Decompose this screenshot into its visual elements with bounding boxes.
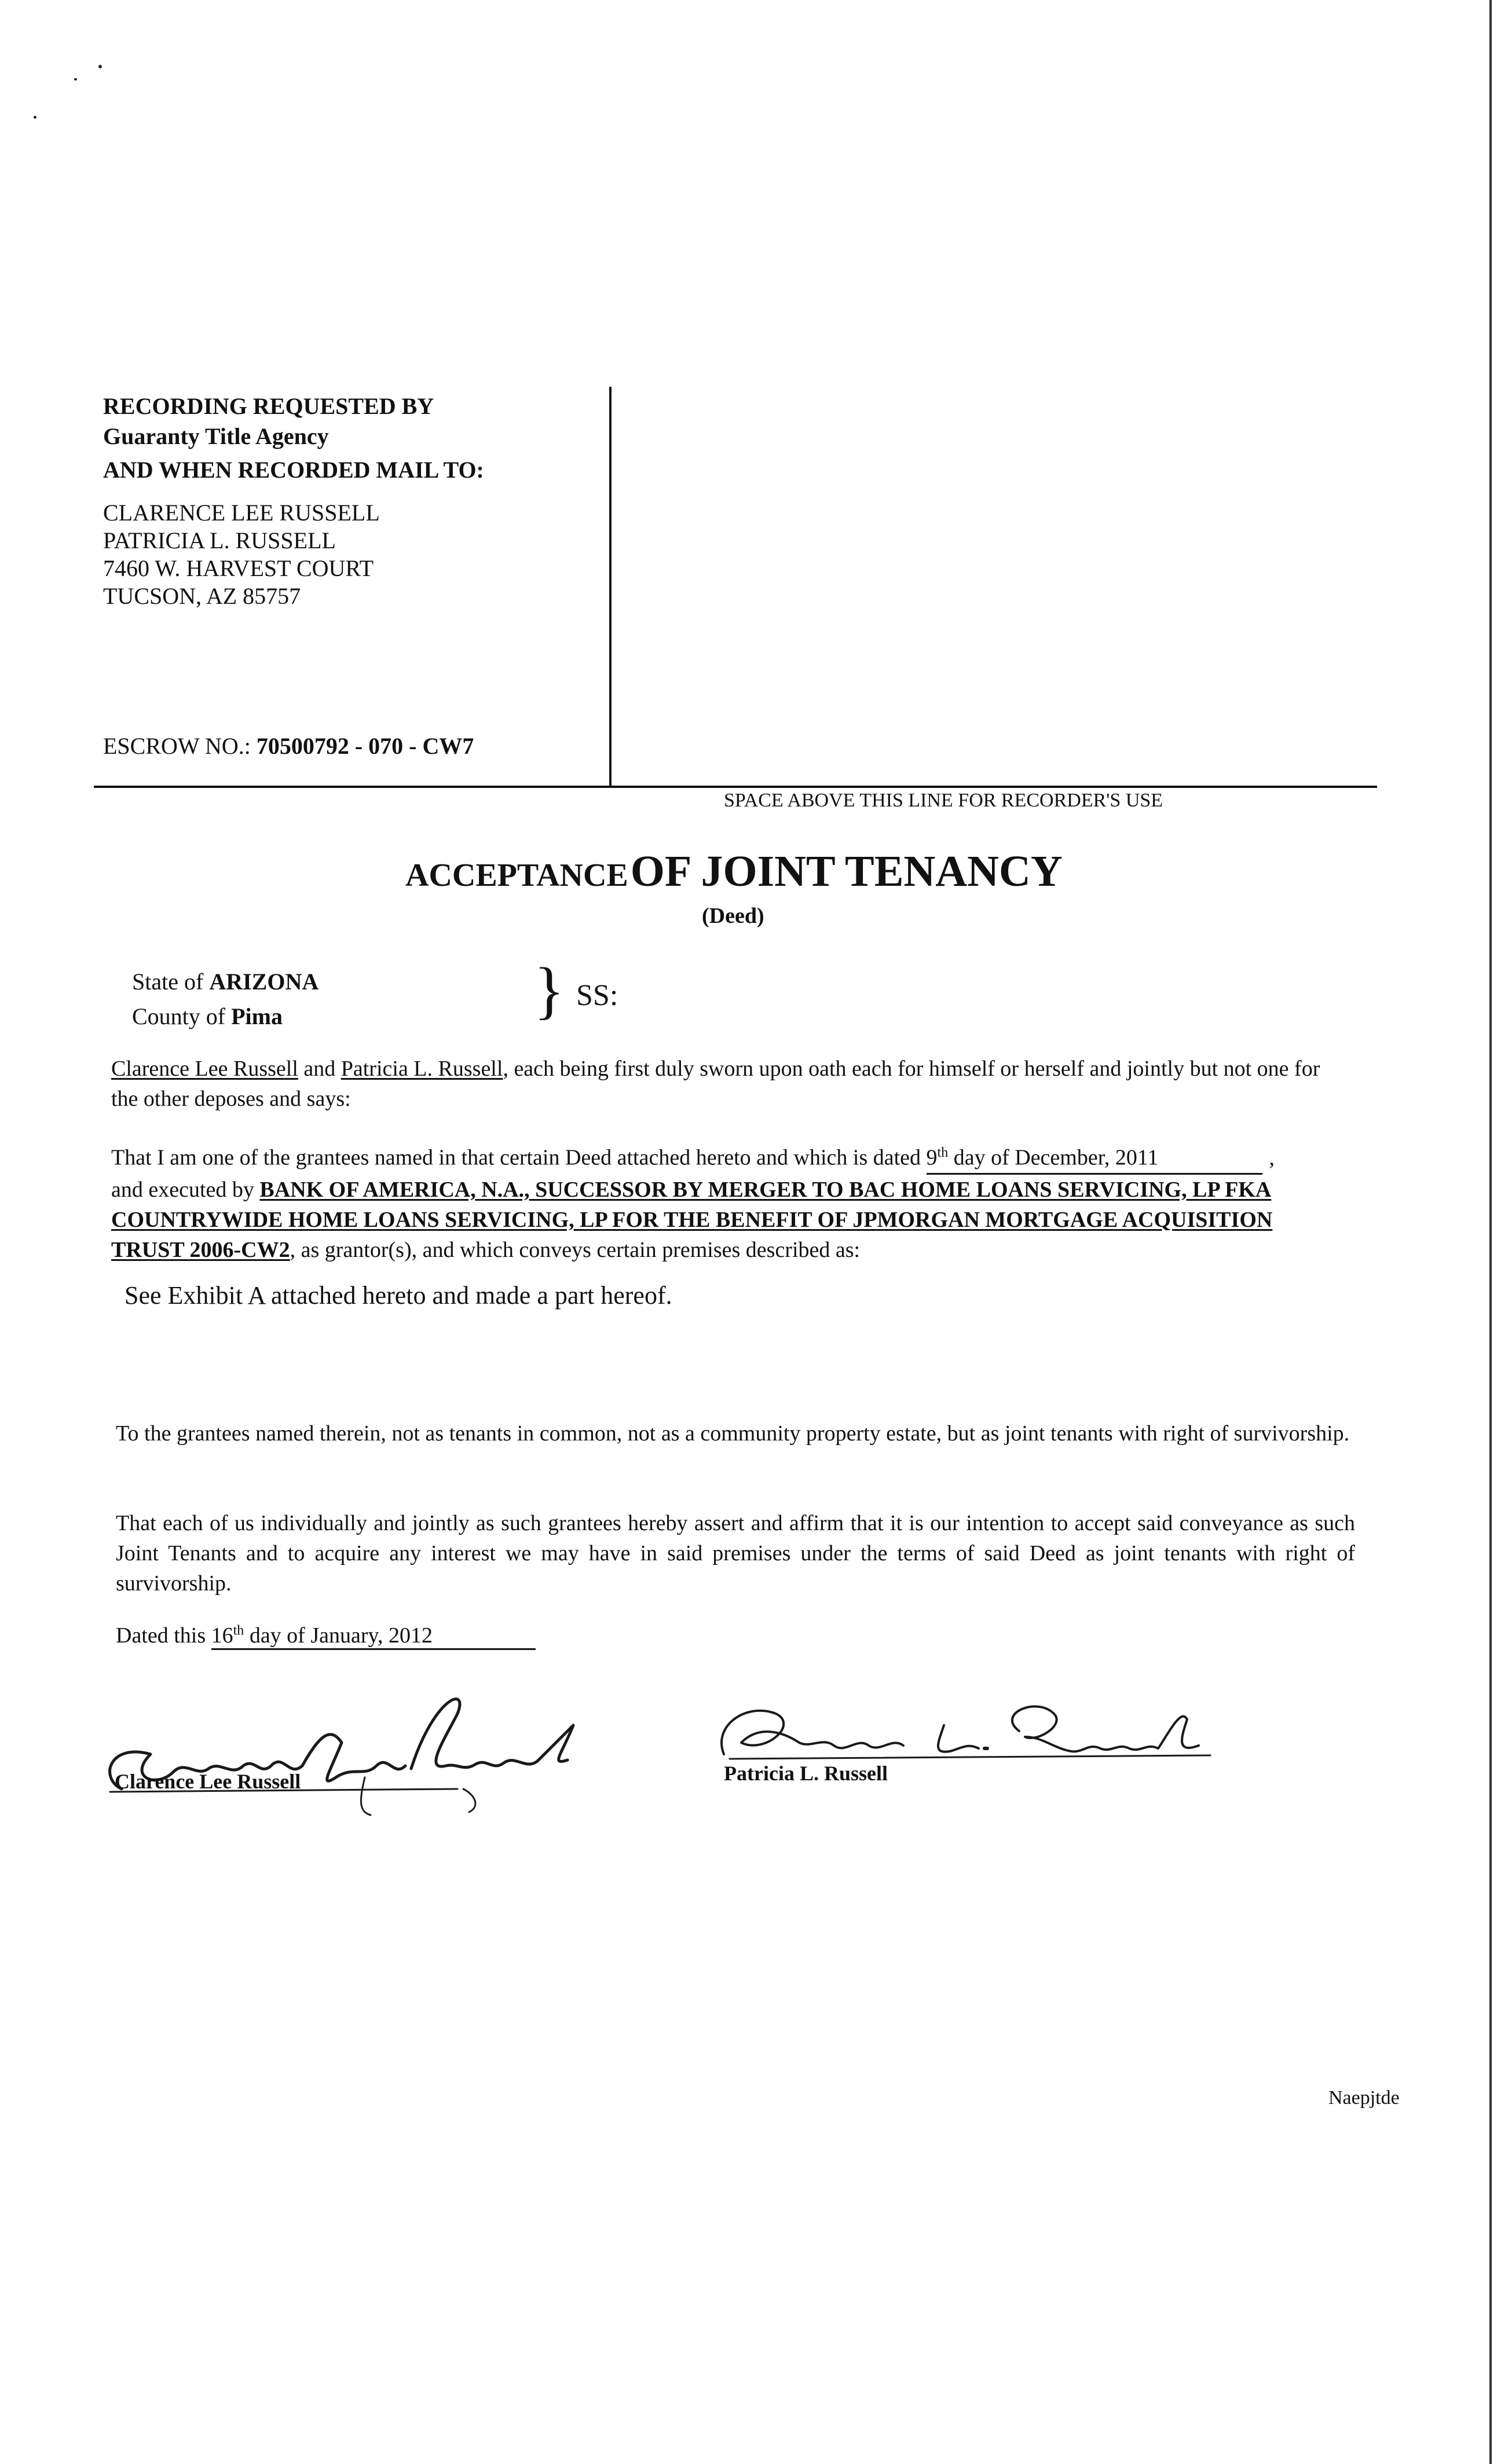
scan-speck xyxy=(98,65,102,68)
dated-label: Dated this xyxy=(116,1623,206,1648)
grantee-1: Clarence Lee Russell xyxy=(111,1057,298,1081)
state-label: State of xyxy=(132,969,204,995)
signature-clarence xyxy=(87,1691,608,1824)
county-line xyxy=(132,1003,283,1030)
document-title xyxy=(405,846,1063,897)
deed-paragraph xyxy=(111,1138,1350,1265)
mail-to-line: PATRICIA L. RUSSELL xyxy=(103,527,336,553)
escrow-number xyxy=(103,732,474,760)
signer-1-name: Clarence Lee Russell xyxy=(115,1770,301,1793)
dated-date: day of January, 2012 xyxy=(249,1623,433,1648)
dated-line xyxy=(116,1623,536,1650)
recorder-box-divider xyxy=(609,387,612,786)
scan-speck xyxy=(74,78,77,80)
state-value: ARIZONA xyxy=(209,969,319,995)
state-line xyxy=(132,968,318,995)
executed-by: and executed by xyxy=(111,1177,254,1202)
dated-field xyxy=(211,1623,536,1650)
dated-day: 16 xyxy=(211,1623,233,1648)
dated-day-suffix: th xyxy=(233,1623,244,1638)
title-joint-tenancy: OF JOINT TENANCY xyxy=(630,847,1063,896)
intro-rest: , each being first duly sworn upon oath each for himself or herself and jointly but not one for the other deposes and says: xyxy=(111,1057,1320,1111)
page-edge-line xyxy=(1489,0,1492,2464)
signature-patricia-scribble xyxy=(712,1691,1233,1772)
intro-paragraph xyxy=(111,1054,1350,1114)
title-agency: Guaranty Title Agency xyxy=(103,423,329,449)
deed-intro: That I am one of the grantees named in that certain Deed attached hereto and which is dated xyxy=(111,1145,921,1170)
deed-day-suffix: th xyxy=(937,1145,949,1160)
when-recorded-heading: AND WHEN RECORDED MAIL TO: xyxy=(103,457,484,483)
county-label: County of xyxy=(132,1003,226,1029)
grantor-name: BANK OF AMERICA, N.A., SUCCESSOR BY MERGER TO BAC HOME LOANS SERVICING, LP FKA COUNTRYWIDE HOME LOANS SERVICING, LP FOR THE BENEFIT OF JPMORGAN MORTGAGE ACQUISITION TRUST 2006-CW2 xyxy=(111,1177,1273,1262)
signer-2-name: Patricia L. Russell xyxy=(724,1762,888,1785)
deed-date-field xyxy=(927,1138,1262,1175)
deed-paragraph-end: , as grantor(s), and which conveys certain premises described as: xyxy=(290,1237,861,1262)
mail-to-line: CLARENCE LEE RUSSELL xyxy=(103,500,380,526)
joint-tenants-paragraph: To the grantees named therein, not as tenants in common, not as a community property estate, but as joint tenants with right of survivorship. xyxy=(116,1421,1350,1446)
grantee-2: Patricia L. Russell xyxy=(341,1057,503,1081)
scan-speck xyxy=(34,116,36,119)
signature-clarence-scribble xyxy=(87,1691,608,1824)
venue-brace: } xyxy=(534,955,565,1025)
document-code: Naepjtde xyxy=(1328,2087,1400,2109)
deed-day: 9 xyxy=(926,1145,938,1170)
mail-to-line: 7460 W. HARVEST COURT xyxy=(103,555,374,581)
exhibit-reference: See Exhibit A attached hereto and made a part hereof. xyxy=(125,1281,672,1310)
county-value: Pima xyxy=(231,1003,283,1029)
mail-to-line: TUCSON, AZ 85757 xyxy=(103,583,301,609)
deed-date: day of December, 2011 xyxy=(953,1145,1159,1170)
document-subtitle: (Deed) xyxy=(702,904,764,928)
escrow-value: 70500792 - 070 - CW7 xyxy=(256,733,474,759)
intro-and: and xyxy=(303,1057,336,1081)
escrow-label: ESCROW NO.: xyxy=(103,733,251,759)
recorder-note: SPACE ABOVE THIS LINE FOR RECORDER'S USE xyxy=(724,790,1163,811)
affirmation-paragraph: That each of us individually and jointly as such grantees hereby assert and affirm that it is our intention to accept said conveyance as such Joint Tenants and to acquire any interest we may have in said premises under the terms of said Deed as joint tenants with right of survivorship. xyxy=(116,1511,1355,1596)
venue-ss: SS: xyxy=(576,979,618,1012)
title-acceptance: ACCEPTANCE xyxy=(405,857,628,893)
signature-patricia xyxy=(712,1691,1233,1772)
recording-requested-heading: RECORDING REQUESTED BY xyxy=(103,393,434,419)
recorder-space-line xyxy=(94,786,1377,788)
deed-comma: , xyxy=(1269,1145,1275,1170)
